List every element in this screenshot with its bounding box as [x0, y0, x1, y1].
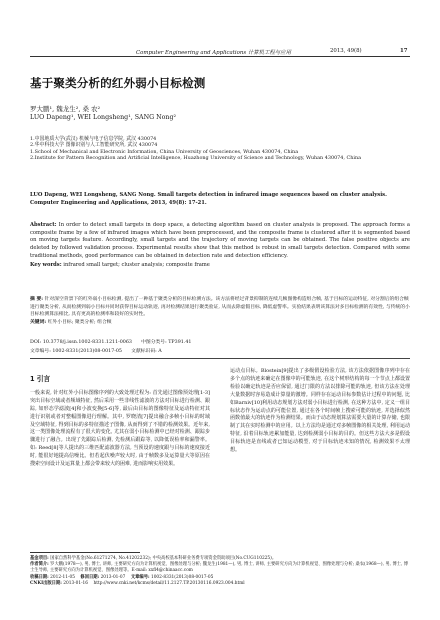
body-column-left [30, 368, 210, 469]
abstract-text: In order to detect small targets in deep space, a detecting algorithm based on cluster analysis is proposed. The approach forms a composite frame by a few of infrared images which have been preprocessed, and the composite frame is clustered after it is segmented based on moving targets feature. Accordingly, small targets and the trajectory of moving targets can be obtained. The false positive objects are deleted by followed validation process. Experimental results show that this method is robust in small targets detection. Compared with some traditional methods, good performance can be obtained in detection rate and detection efficiency. [30, 222, 410, 259]
footnote-rule [30, 552, 140, 553]
abstract-cn-text: 针对深空背景下的红外弱小目标检测, 提出了一种基于聚类分析的目标检测方法。该方法将经过背景抑制的连续几帧图像构造组合帧, 基于目标的运动特征, 对分割后的组合帧进行聚类分析, 从而检测到弱小目标并同时获得目标运动轨迹, 再对检测结果进行聚类验证, 从而去除虚假目标, 降低虚警率。实验结果表明该算法对多目标检测的有效性, 与传统的小目标检测算法相比, 具有更高的检测率和较好的实时性。 [30, 297, 410, 318]
doi: DOI: 10.3778/j.issn.1002-8331.1211-0063 [30, 340, 132, 345]
issue-number: 2013, 49(8) [330, 48, 362, 54]
meta-rule [30, 358, 410, 359]
affiliation-1-en: 1.School of Mechanical and Electronic Information, China University of Geosciences, Wuhan 430074, China [30, 148, 299, 155]
article-id-line [30, 347, 162, 354]
page-number: 17 [400, 48, 408, 54]
footnotes [30, 556, 410, 587]
cnki-url[interactable]: http://www.cnki.net/kcms/detail/11.2127.TP.20130116.0923.004.html [93, 580, 245, 586]
cnki-date: 2013-01-16 [63, 580, 89, 586]
keywords-en-text: infrared small target; cluster analysis; composite frame [63, 261, 210, 268]
paper-title: 基于聚类分析的红外弱小目标检测 [30, 76, 206, 90]
article-number: 文章编号: 1002-8331(2013)08-0017-05 [30, 349, 122, 354]
pub-label: 文章编号: [130, 574, 150, 580]
abstract-en [30, 222, 410, 269]
keywords-en-label: Key words: [30, 261, 62, 268]
citation: LUO Dapeng, WEI Longsheng, SANG Nong. Small targets detection in infrared image sequences based on cluster analysis. Computer Engineering and Applications, 2013, 49(8): 17-21. [30, 192, 387, 206]
keywords-cn-label: 关键词: [30, 318, 47, 325]
clc-number: 中图分类号: TP391.41 [141, 340, 192, 345]
body-paragraph-right: 运动点目标。Blostein[9]提出了多级假设检验方法, 该方法依据图像序列中存在多个点的轨迹来确定在图像中的可能轨迹, 在这个树形结构的每一个节点上都设置检验以确定轨迹是否应保留, 通过门限的方法以排除可能的轨迹, 但该方法在处理大量数据时容易造成计算量的激增。同样存在运动目标参数估计过程中的问题, 比如Barniv[10]利用动态规划方法对弱小目标进行检测, 在这种方法中, 定义一组目标状态作为运动点的可能位置, 通过在各个时间帧上搜索可能的轨迹, 并选择似然函数值最大的轨迹作为检测结果。而由于动态规划算法需要大量的计算存储, 也限制了其在实时检测中的应用。以上方法均是通过对多帧图像的相关处理, 利用运动特征, 沿着目标轨迹累加能量, 达到检测弱小目标的目的。但这些方法大多是假设目标轨迹是直线或者已知运动模型, 对于目标轨迹未知的情况, 检测效果不太理想。 [230, 368, 410, 454]
header-rule [30, 56, 410, 57]
abstract-cn-label: 摘 要: [30, 296, 44, 302]
affiliation-2-cn: 2.华中科技大学 图像识别与人工智能研究所, 武汉 430074 [30, 142, 158, 149]
keywords-cn-text: 红外小目标; 聚类分析; 组合帧 [47, 319, 112, 325]
authors-en: LUO Dapeng¹, WEI Longsheng¹, SANG Nong² [30, 114, 177, 121]
received-date: 2012-11-05 [50, 574, 75, 580]
pub-number: 1002-8331(2013)08-0017-05 [150, 574, 214, 580]
cnki-label: CNKI出版日期: [30, 580, 62, 586]
fund-label: 基金项目: [30, 556, 49, 561]
author-bio-text: 罗大鹏(1978—), 男, 博士, 讲师, 主要研究方向为计算机视觉、图像处理与分析; 魏龙生(1981—), 男, 博士, 讲师, 主要研究方向为计算机视觉、图像处理与分析; 桑农(1968—), 男, 博士, 博士生导师, 主要研究方向为计算机视觉、图像处理等。E-mail: xxfl4@chinaacc.com [30, 562, 408, 574]
abstract-label: Abstract: [30, 222, 57, 228]
revised-label: 修回日期: [80, 574, 100, 580]
doi-line [30, 338, 191, 345]
body-column-right [230, 368, 410, 455]
received-label: 收稿日期: [30, 574, 49, 580]
affiliations [30, 136, 410, 162]
revised-date: 2013-01-07 [100, 574, 126, 580]
section-heading-introduction: 1 引言 [30, 375, 51, 383]
abstract-cn [30, 296, 410, 326]
doc-code: 文献标识码: A [131, 349, 162, 354]
fund-text: 国家自然科学基金(No.61271274, No.41202232); 中央高校基本科研业务费专项资金资助项目(No.CUG110225)。 [50, 556, 277, 561]
body-paragraph-left: 一般来说, 针对红外小目标图像序列的大致处理过程为: 首先通过图像预处理[1-3] 突出目标空域或者频域特征, 然后采用一些非线性滤波的方法对目标进行检测、跟踪, 如形态学滤波[4]和小波变换[5-6]等, 最后由目标的图像特征及运动特征对其进行识别或者对整幅图像进行理解。其中, 罗晓清[7]提出融合多帧小目标的时域及空域特征, 得到目标的多特征描述子图像, 从而得到了不错的检测效果。近年来, 这一类图像处理流程有了很大的变化, 尤其在弱小目标检测中已经对检测、跟踪步骤进行了融合。出现了先跟踪后检测, 先检测后跟踪等, 以降低误检率和漏警率。如: Reed[8]等人提出的三维匹配滤波器方法, 当预设的速度跟与目标的速度接近时, 能很好地提高信噪比。但若起伏噪声较大时, 由于帧数多及运算量大等原因在搜索空间设计及运算量上都会带来较大的困难, 进而影响实用效果。 [30, 389, 210, 468]
journal-name: Computer Engineering and Applications 计算机工程与应用 [136, 50, 291, 56]
affiliation-1-cn: 1.中国地质大学(武汉) 机械与电子信息学院, 武汉 430074 [30, 136, 157, 142]
affiliation-2-en: 2.Institute for Pattern Recognition and Artificial Intelligence, Huazhong University of Science and Technology, Wuhan 430074, China [30, 155, 362, 162]
running-header [0, 0, 440, 60]
author-bio-label: 作者简介: [30, 562, 49, 568]
authors-cn: 罗大鹏¹, 魏龙生², 桑 农² [30, 105, 101, 113]
